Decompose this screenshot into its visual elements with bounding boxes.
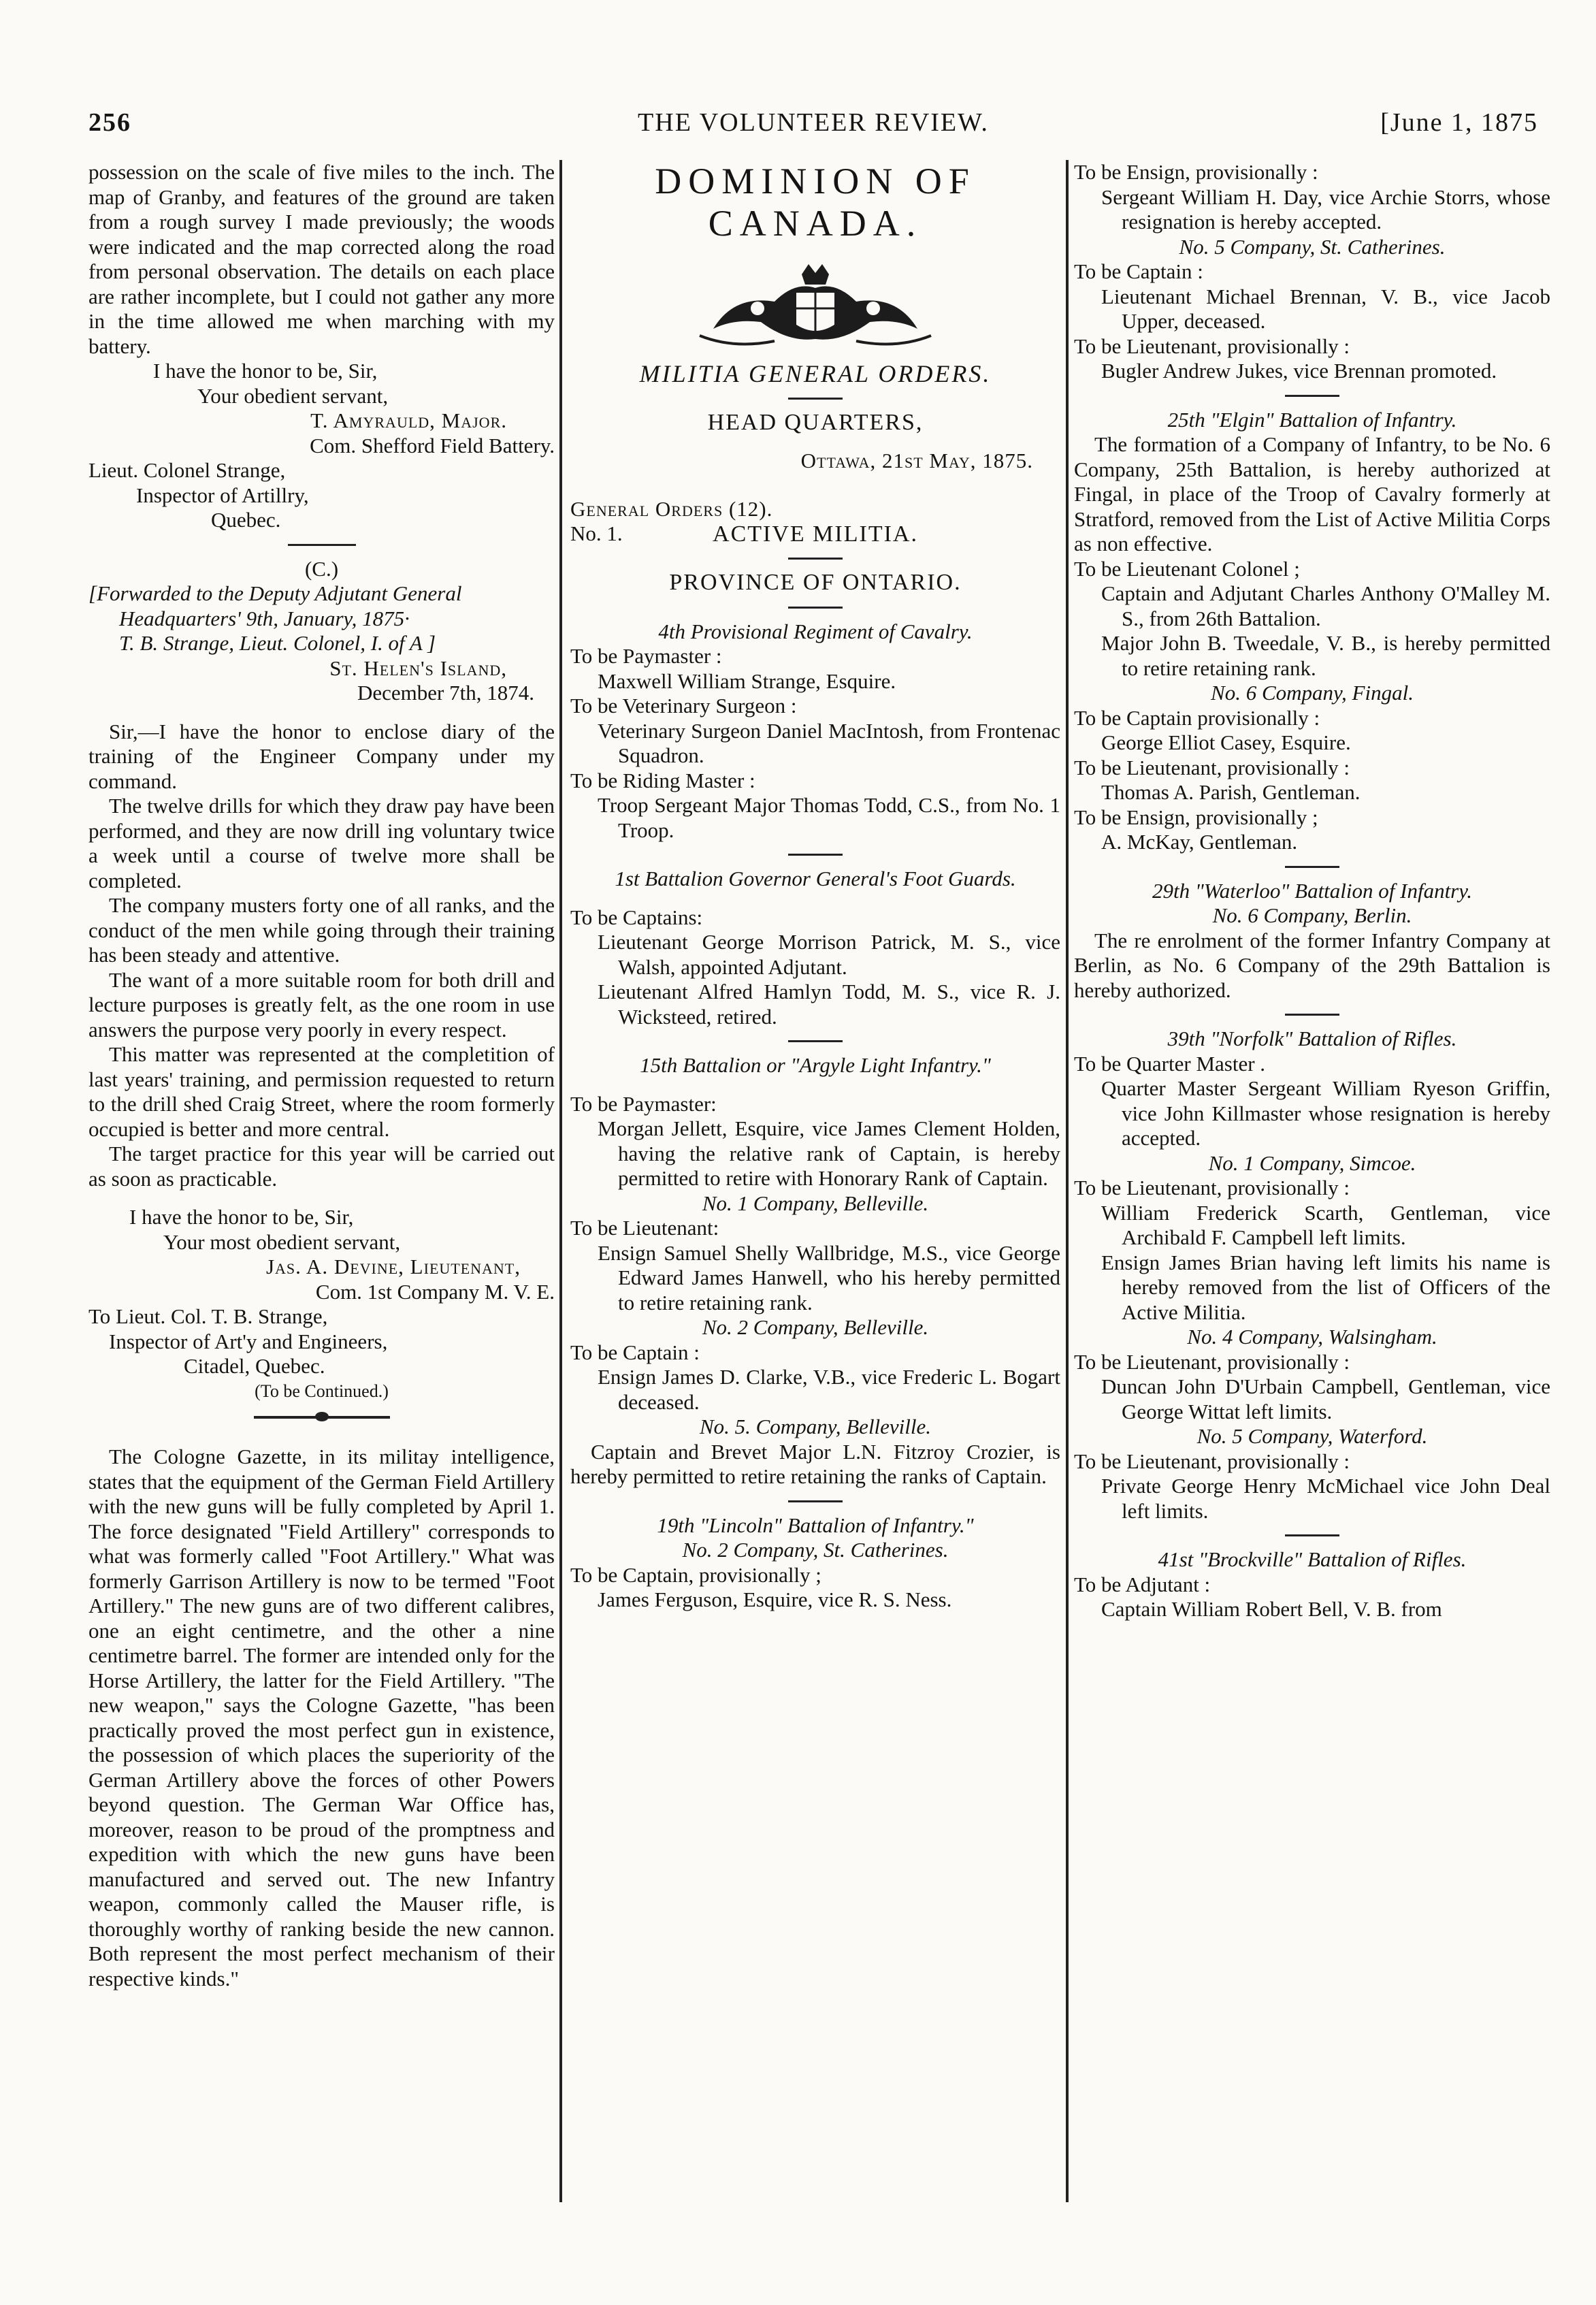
publication-title: THE VOLUNTEER REVIEW. (638, 108, 989, 137)
address-line: Quebec. (211, 508, 281, 532)
appointment-label: To be Lieutenant, provisionally : (1074, 1449, 1350, 1473)
appointment-label: To be Ensign, provisionally : (1074, 160, 1318, 184)
divider (788, 1040, 843, 1042)
letter-date: December 7th, 1874. (357, 681, 534, 705)
province: PROVINCE OF ONTARIO. (669, 570, 962, 595)
appointment-label: To be Captain : (570, 1340, 700, 1364)
appointment-label: To be Lieutenant: (570, 1216, 719, 1240)
appointee: Lieutenant Michael Brennan, V. B., vice Jacob Upper, deceased. (1101, 284, 1550, 333)
divider (1285, 866, 1339, 868)
paragraph: The Cologne Gazette, in its militay intelligence, states that the equipment of the German Field Artillery with the new guns will be fully completed by April 1. The force designated "Field Artillery" corresponds to what was formerly called "Foot Artillery." What was formerly Garrison Artillery is now to be termed "Foot Artillery." The new guns are of two different calibres, one an eight centimetre, and the other a nine centimetre barrel. The former are intended only for the Horse Artillery, the latter for the Field Artillery. "The new weapon," says the Cologne Gazette, "has been practically proved the most perfect gun in existence, the possession of which places the superiority of the German Artillery above the forces of other Powers beyond question. The German War Office has, moreover, reason to be proud of the promptness and expedition with which the new guns have been manufactured and served out. The new Infantry weapon, commonly called the Mauser rifle, is thoroughly worthy of ranking beside the new cannon. Both represent the most perfect mechanism of their respective kinds." (88, 1445, 555, 1990)
coat-of-arms-icon (693, 254, 938, 356)
section-label: (C.) (304, 556, 339, 581)
company-heading: No. 2 Company, St. Catherines. (682, 1538, 949, 1562)
appointment-label: To be Paymaster : (570, 644, 722, 668)
signature-line: I have the honor to be, Sir, (153, 359, 378, 383)
regiment-heading: 41st "Brockville" Battalion of Rifles. (1158, 1547, 1467, 1571)
regiment-heading: 19th "Lincoln" Battalion of Infantry." (657, 1513, 974, 1537)
column-rule-left (559, 160, 562, 2202)
address-line: Inspector of Art'y and Engineers, (109, 1329, 388, 1353)
paragraph: The twelve drills for which they draw pay have been performed, and they are now drill ing voluntary twice a week until a course of twelve more shall be completed. (88, 794, 555, 892)
appointment-label: To be Lieutenant, provisionally : (1074, 1176, 1350, 1199)
divider (1285, 395, 1339, 397)
company-heading: No. 1 Company, Belleville. (702, 1191, 929, 1215)
divider (288, 544, 356, 546)
appointee: Morgan Jellett, Esquire, vice James Clement Holden, having the relative rank of Captain, is hereby permitted to retire with Honorary Rank of Captain. (598, 1116, 1060, 1190)
appointee: Ensign Samuel Shelly Wallbridge, M.S., vice George Edward James Hanwell, who his hereby permitted to retire retaining rank. (598, 1240, 1060, 1315)
appointee: Maxwell William Strange, Esquire. (598, 668, 896, 693)
signature-name: Jas. A. Devine, Lieutenant, (265, 1255, 521, 1278)
page-header (88, 108, 1538, 148)
address-line: Inspector of Artillry, (136, 483, 309, 507)
appointee: Ensign James D. Clarke, V.B., vice Frederic L. Bogart deceased. (598, 1365, 1060, 1414)
appointee: Lieutenant George Morrison Patrick, M. S., vice Walsh, appointed Adjutant. (598, 930, 1060, 979)
divider (788, 558, 843, 560)
signature-name: T. Amyrauld, Major. (310, 408, 507, 432)
appointment-label: To be Captain, provisionally ; (570, 1562, 821, 1587)
appointment-label: To be Captains: (570, 905, 703, 929)
appointee: James Ferguson, Esquire, vice R. S. Ness. (598, 1587, 952, 1611)
address-line: Lieut. Colonel Strange, (88, 458, 286, 482)
forwarded-note: [Forwarded to the Deputy Adjutant General (88, 581, 462, 605)
appointment-label: To be Ensign, provisionally ; (1074, 805, 1318, 829)
regiment-heading: 1st Battalion Governor General's Foot Guards. (615, 867, 1016, 890)
divider (788, 607, 843, 609)
divider (788, 398, 843, 400)
appointee: William Frederick Scarth, Gentleman, vice Archibald F. Campbell left limits. (1101, 1200, 1550, 1249)
company-heading: No. 5. Company, Belleville. (699, 1415, 932, 1438)
company-heading: No. 5 Company, Waterford. (1196, 1424, 1428, 1448)
appointee: Captain and Adjutant Charles Anthony O'Malley M. S., from 26th Battalion. (1101, 581, 1550, 630)
appointee: Bugler Andrew Jukes, vice Brennan promoted. (1101, 359, 1497, 383)
company-heading: No. 6 Company, Fingal. (1211, 681, 1414, 705)
regiment-heading: 4th Provisional Regiment of Cavalry. (658, 619, 973, 643)
paragraph: The company musters forty one of all ranks, and the conduct of the men while going through their training has been steady and attentive. (88, 893, 555, 967)
company-heading: No. 2 Company, Belleville. (702, 1315, 929, 1339)
paragraph: The formation of a Company of Infantry, to be No. 6 Company, 25th Battalion, is hereby authorized at Fingal, in place of the Troop of Cavalry formerly at Stratford, removed from the List of Active Militia Corps as non effective. (1074, 432, 1550, 555)
appointment-label: To be Quarter Master . (1074, 1051, 1266, 1076)
divider (1285, 1014, 1339, 1016)
signature-line: Your most obedient servant, (163, 1229, 401, 1254)
active-militia: ACTIVE MILITIA. (713, 521, 918, 547)
regiment-heading: 39th "Norfolk" Battalion of Rifles. (1167, 1027, 1457, 1050)
order-number: No. 1. (570, 521, 623, 545)
column-rule-right (1066, 160, 1069, 2202)
paragraph: Captain and Brevet Major L.N. Fitzroy Crozier, is hereby permitted to retire retaining the ranks of Captain. (570, 1439, 1060, 1488)
appointment-label: To be Lieutenant, provisionally : (1074, 755, 1350, 779)
paragraph: The want of a more suitable room for both drill and lecture purposes is greatly felt, as the one room in use answers the purpose very poorly in every respect. (88, 967, 555, 1042)
appointee: Lieutenant Alfred Hamlyn Todd, M. S., vice R. J. Wicksteed, retired. (598, 980, 1060, 1029)
appointment-label: To be Lieutenant, provisionally : (1074, 1349, 1350, 1374)
company-heading: No. 4 Company, Walsingham. (1187, 1325, 1437, 1349)
general-orders: General Orders (12). (570, 496, 773, 521)
paragraph: The re enrolment of the former Infantry Company at Berlin, as No. 6 Company of the 29th Battalion is hereby authorized. (1074, 928, 1550, 1002)
appointment-label: To be Adjutant : (1074, 1572, 1211, 1596)
orders-title: MILITIA GENERAL ORDERS. (639, 360, 992, 387)
appointment-label: To be Veterinary Surgeon : (570, 694, 797, 718)
appointee: Sergeant William H. Day, vice Archie Storrs, whose resignation is hereby accepted. (1101, 184, 1550, 233)
appointment-label: To be Captain : (1074, 259, 1203, 283)
appointee: Troop Sergeant Major Thomas Todd, C.S., from No. 1 Troop. (598, 793, 1060, 842)
appointee: Quarter Master Sergeant William Ryeson Griffin, vice John Killmaster whose resignation is hereby accepted. (1101, 1076, 1550, 1150)
column-middle (570, 160, 1060, 1613)
headquarters: HEAD QUARTERS, (707, 409, 924, 435)
signature-line: I have the honor to be, Sir, (129, 1205, 354, 1229)
regiment-heading: 29th "Waterloo" Battalion of Infantry. (1152, 878, 1473, 903)
place-date: Ottawa, 21st May, 1875. (800, 449, 1033, 472)
appointment-label: To be Paymaster: (570, 1091, 717, 1116)
regiment-heading: 25th "Elgin" Battalion of Infantry. (1167, 407, 1457, 432)
appointee: George Elliot Casey, Esquire. (1101, 730, 1351, 754)
company-heading: No. 5 Company, St. Catherines. (1179, 234, 1446, 259)
appointee: Duncan John D'Urbain Campbell, Gentleman, vice George Wittat left limits. (1101, 1374, 1550, 1423)
paragraph: possession on the scale of five miles to the inch. The map of Granby, and features of the ground are taken from a rough survey I made previously; the woods were indicated and the map corrected along the road from personal observation. The details on each place are rather incomplete, but I could not gather any more in the time allowed me when marching with my battery. (88, 160, 555, 358)
appointee: Major John B. Tweedale, V. B., is hereby permitted to retire retaining rank. (1101, 631, 1550, 680)
address-line: Citadel, Quebec. (184, 1354, 325, 1378)
appointment-label: To be Lieutenant, provisionally : (1074, 334, 1350, 358)
page-number: 256 (88, 108, 131, 137)
appointee: Captain William Robert Bell, V. B. from (1101, 1597, 1442, 1621)
company-heading: No. 1 Company, Simcoe. (1208, 1150, 1416, 1175)
paragraph: This matter was represented at the completition of last years' training, and permission requested to return to the drill shed Craig Street, where the room formerly occupied is better and more central. (88, 1042, 555, 1141)
signature-title: Com. 1st Company M. V. E. (315, 1279, 555, 1304)
appointee: Veterinary Surgeon Daniel MacIntosh, from Frontenac Squadron. (598, 718, 1060, 767)
appointee: A. McKay, Gentleman. (1101, 830, 1298, 854)
regiment-heading: 15th Battalion or "Argyle Light Infantry." (640, 1053, 991, 1077)
divider (788, 854, 843, 856)
divider (1285, 1534, 1339, 1536)
company-heading: No. 6 Company, Berlin. (1212, 903, 1412, 927)
column-left (88, 160, 555, 1991)
signature-title: Com. Shefford Field Battery. (310, 433, 555, 457)
paragraph: Sir,—I have the honor to enclose diary of the training of the Engineer Company under my command. (88, 719, 555, 793)
letter-place: St. Helen's Island, (329, 656, 507, 680)
appointment-label: To be Captain provisionally : (1074, 705, 1320, 730)
continued-note: (To be Continued.) (255, 1381, 389, 1401)
paragraph: The target practice for this year will be carried out as soon as practicable. (88, 1142, 555, 1191)
forwarded-note: T. B. Strange, Lieut. Colonel, I. of A ] (119, 631, 436, 655)
column-right (1074, 160, 1550, 1622)
signature-line: Your obedient servant, (197, 383, 389, 408)
forwarded-note: Headquarters' 9th, January, 1875· (119, 606, 410, 630)
appointment-label: To be Riding Master : (570, 768, 755, 792)
appointment-label: To be Lieutenant Colonel ; (1074, 556, 1300, 581)
appointee: Thomas A. Parish, Gentleman. (1101, 780, 1361, 804)
appointee: Ensign James Brian having left limits his name is hereby removed from the list of Officers of the Active Militia. (1101, 1250, 1550, 1324)
appointee: Private George Henry McMichael vice John Deal left limits. (1101, 1474, 1550, 1523)
address-line: To Lieut. Col. T. B. Strange, (88, 1304, 328, 1328)
ornament-divider (254, 1416, 390, 1419)
divider (788, 1500, 843, 1502)
issue-date: [June 1, 1875 (1380, 108, 1538, 137)
section-title: DOMINION OF CANADA. (655, 161, 976, 244)
